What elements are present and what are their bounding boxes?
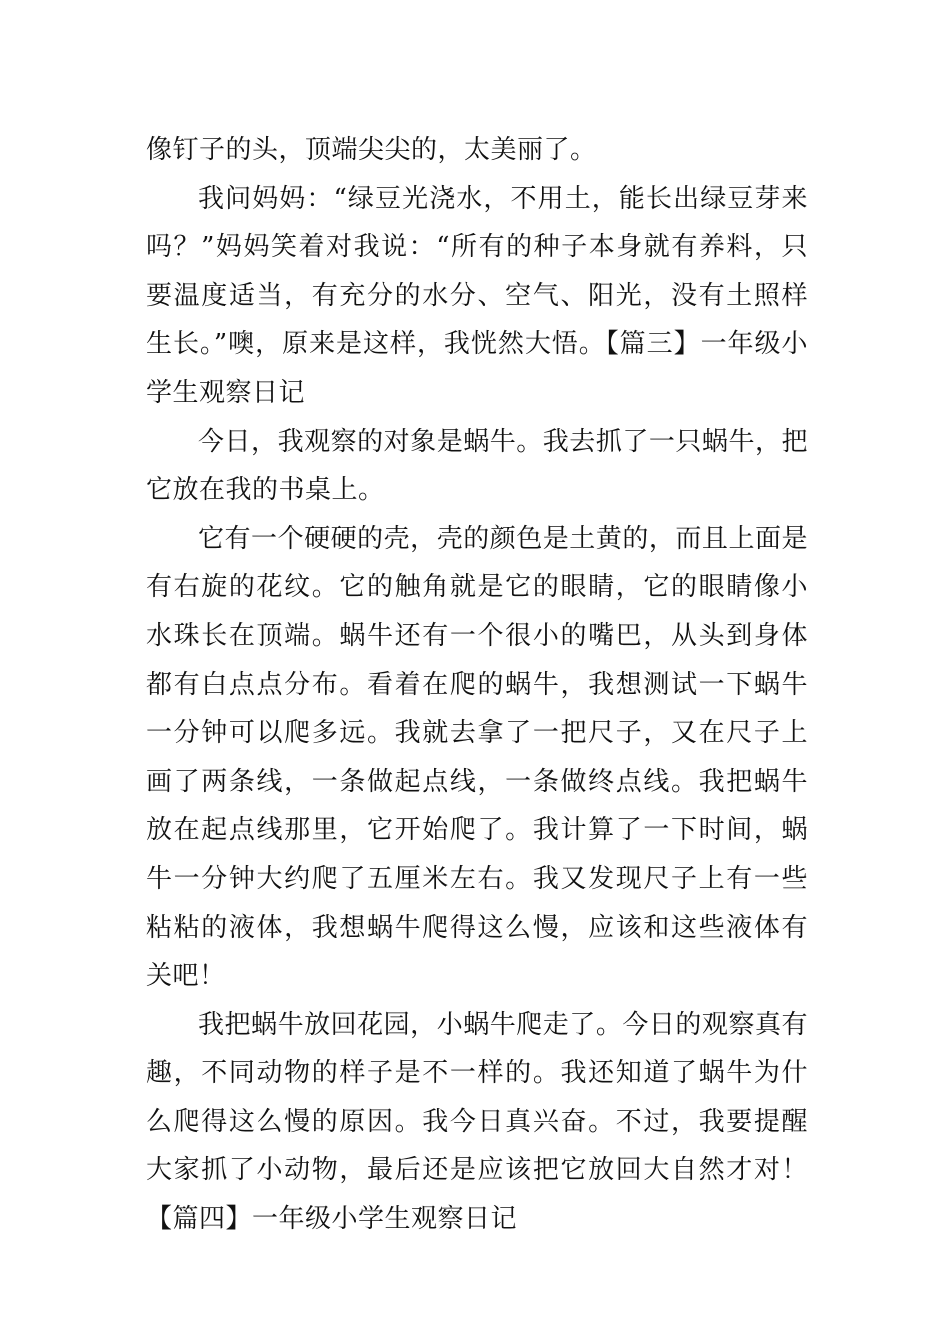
paragraph-mother-dialogue: 我问妈妈：“绿豆光浇水，不用土，能长出绿豆芽来吗？”妈妈笑着对我说：“所有的种子本身就有养料，只要温度适当，有充分的水分、空气、阳光，没有土照样生长。”噢，原来是这样，我恍然大悟。【篇三】一年级小学生观察日记	[146, 183, 808, 408]
paragraph-snail-intro: 今日，我观察的对象是蜗牛。我去抓了一只蜗牛，把它放在我的书桌上。	[146, 426, 808, 506]
paragraph-snail-conclusion: 我把蜗牛放回花园，小蜗牛爬走了。今日的观察真有趣，不同动物的样子是不一样的。我还知道了蜗牛为什么爬得这么慢的原因。我今日真兴奋。不过，我要提醒大家抓了小动物，最后还是应该把它放回大自然才对！ 【篇四】一年级小学生观察日记	[146, 1009, 808, 1235]
paragraph-snail-observation: 它有一个硬硬的壳，壳的颜色是土黄的，而且上面是有右旋的花纹。它的触角就是它的眼睛，它的眼睛像小水珠长在顶端。蜗牛还有一个很小的嘴巴，从头到身体都有白点点分布。看着在爬的蜗牛，我想测试一下蜗牛一分钟可以爬多远。我就去拿了一把尺子，又在尺子上画了两条线，一条做起点线，一条做终点线。我把蜗牛放在起点线那里，它开始爬了。我计算了一下时间，蜗牛一分钟大约爬了五厘米左右。我又发现尺子上有一些粘粘的液体，我想蜗牛爬得这么慢，应该和这些液体有关吧！	[146, 523, 808, 992]
body-text	[146, 126, 808, 1244]
paragraph-continuation: 像钉子的头，顶端尖尖的，太美丽了。	[146, 135, 597, 165]
